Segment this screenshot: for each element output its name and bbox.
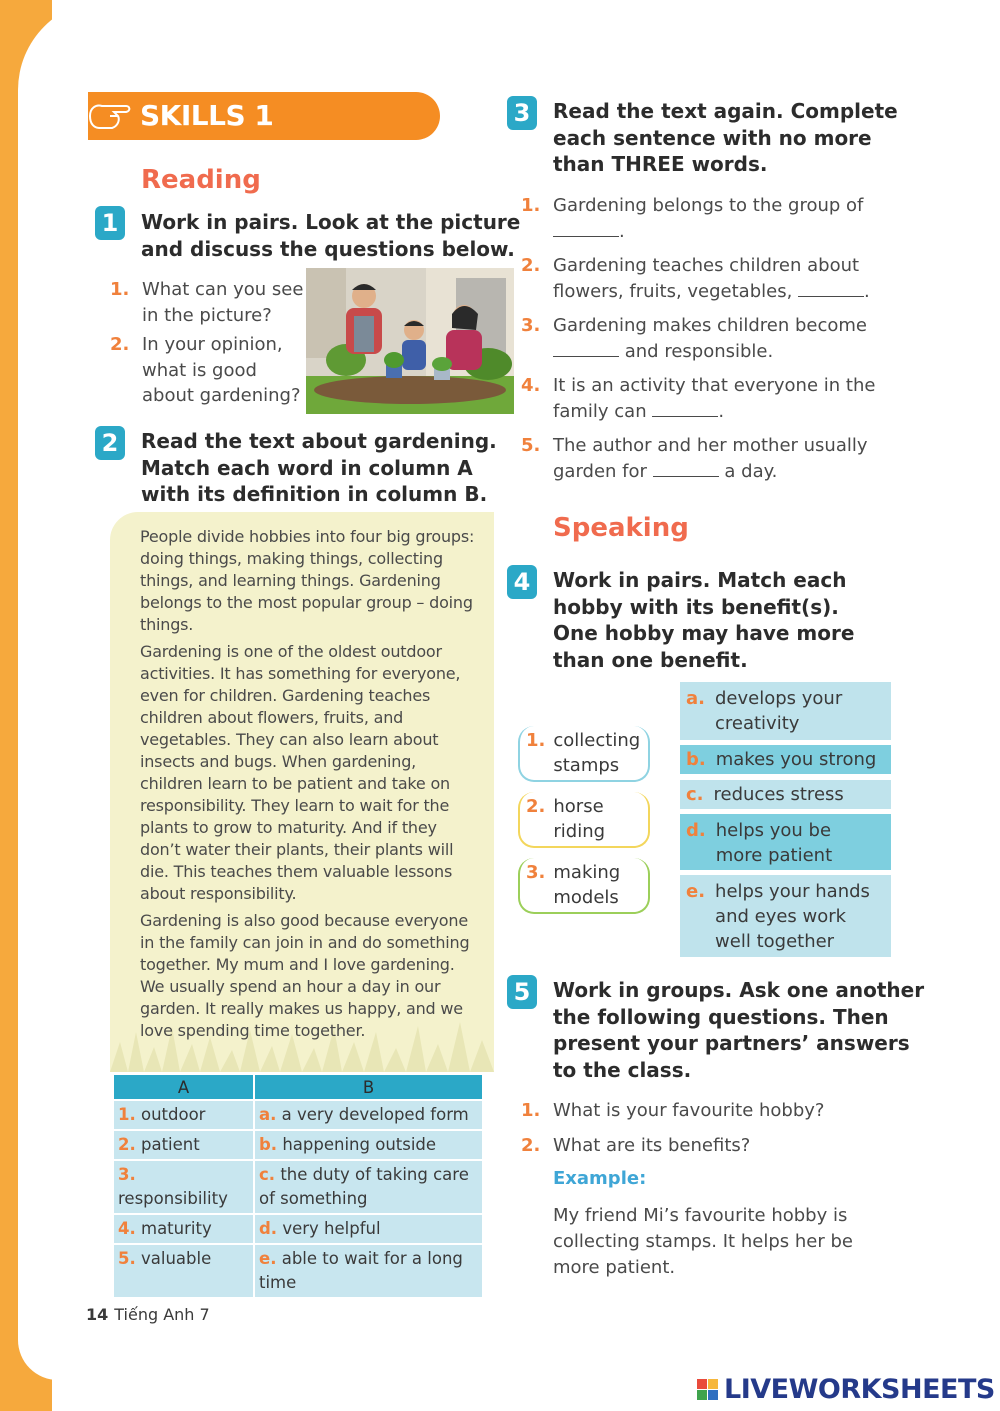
answer-blank[interactable] <box>553 339 619 357</box>
task4-title-line: One hobby may have more <box>553 621 855 645</box>
sentence-text: Gardening makes children become <box>553 315 868 336</box>
task3-title-line: each sentence with no more <box>553 125 872 150</box>
hobby-text: collecting <box>553 730 641 751</box>
benefit-text: creativity <box>714 713 800 734</box>
sentence-text: and responsible. <box>624 340 774 362</box>
table-cell-b <box>254 1214 483 1244</box>
table-cell-b <box>254 1130 483 1160</box>
sentence-text: Gardening teaches children about flowers, fruits, vegetables, <box>553 255 860 302</box>
task5-title-line: the following questions. Then <box>553 1004 889 1029</box>
hobby-number: 2. <box>526 796 546 817</box>
task5-number-badge: 5 <box>507 975 537 1009</box>
row-letter: a. <box>259 1105 277 1124</box>
hobby-text: models <box>553 887 619 908</box>
question-text: about gardening? <box>142 385 301 406</box>
task4-title-line: hobby with its benefit(s). <box>553 594 839 619</box>
task1-title-line: Work in pairs. Look at the picture <box>141 210 521 234</box>
pointing-hand-icon <box>88 100 132 132</box>
list-item <box>521 1098 881 1124</box>
passage-paragraph: Gardening is also good because everyone in the family can join in and do something together. My mum and I love gardening. We usually spend an hour a day in our garden. It really makes us happy, and we love spending time together. <box>140 911 470 1040</box>
sentence-text: Gardening belongs to the group of <box>553 195 864 216</box>
task2-number-badge: 2 <box>95 426 125 460</box>
sentence-number: 2. <box>521 255 541 276</box>
page-number: 14 <box>86 1305 109 1324</box>
benefit-letter: d. <box>686 820 706 841</box>
list-item <box>521 253 876 304</box>
table-cell-a <box>113 1130 254 1160</box>
list-item <box>521 193 876 244</box>
passage-paragraph: Gardening is one of the oldest outdoor activities. It has something for everyone, even for children. Gardening teaches children about flowers, fruits, and vegetables. They can also learn about insects and bugs. When gardening, children learn to be patient and take on responsibility. They learn to wait for the plants to grow to maturity. And if they don’t water their plants, their plants will die. This teaches them valuable lessons about responsibility. <box>140 642 461 903</box>
table-row <box>113 1130 483 1160</box>
task5-title <box>553 977 924 1083</box>
reading-heading: Reading <box>141 165 261 195</box>
table-cell-a <box>113 1244 254 1298</box>
task5-title-line: Work in groups. Ask one another <box>553 978 925 1002</box>
table-cell-b <box>254 1100 483 1130</box>
speaking-heading: Speaking <box>553 513 689 543</box>
benefit-letter: a. <box>686 688 705 709</box>
row-number: 3. <box>118 1165 136 1184</box>
benefit-c[interactable] <box>680 780 891 809</box>
benefit-text: well together <box>715 931 835 952</box>
row-number: 2. <box>118 1135 136 1154</box>
reading-passage <box>140 526 482 1047</box>
task4-title <box>553 567 854 673</box>
row-number: 4. <box>118 1219 136 1238</box>
task1-title <box>141 209 520 262</box>
table-cell-a <box>113 1100 254 1130</box>
list-item <box>110 332 310 409</box>
question-number: 2. <box>521 1134 541 1156</box>
example-label: Example: <box>553 1168 647 1189</box>
table-cell-b <box>254 1244 483 1298</box>
row-number: 1. <box>118 1105 136 1124</box>
definition: the duty of taking care of something <box>259 1165 469 1208</box>
benefit-text: reduces stress <box>713 784 844 805</box>
benefit-d[interactable] <box>680 814 891 870</box>
row-letter: c. <box>259 1165 276 1184</box>
gardening-family-picture <box>306 268 514 414</box>
word: patient <box>141 1135 200 1154</box>
task2-title-line: with its definition in column B. <box>141 482 488 506</box>
benefit-e[interactable] <box>680 875 891 957</box>
table-row <box>113 1100 483 1130</box>
list-item <box>110 277 310 328</box>
table-row <box>113 1214 483 1244</box>
table-row <box>113 1160 483 1214</box>
task2-title-line: Match each word in column A <box>141 455 473 480</box>
question-text: What can you see <box>142 279 304 300</box>
book-title: Tiếng Anh 7 <box>114 1305 210 1324</box>
list-item <box>521 1133 881 1159</box>
hobby-horse-riding[interactable] <box>518 792 650 848</box>
question-text: What are its benefits? <box>553 1134 751 1156</box>
task1-title-line: and discuss the questions below. <box>141 236 515 261</box>
sentence-number: 5. <box>521 435 541 456</box>
hobby-text: stamps <box>553 755 620 776</box>
question-text: in the picture? <box>142 304 272 326</box>
table-row <box>113 1244 483 1298</box>
question-text: what is good <box>142 359 257 381</box>
column-a-header: A <box>113 1074 254 1100</box>
matching-table <box>112 1073 484 1299</box>
benefit-letter: b. <box>686 749 706 770</box>
word: responsibility <box>118 1189 228 1208</box>
task2-title <box>141 428 497 508</box>
answer-blank[interactable] <box>798 279 864 297</box>
definition: a very developed form <box>281 1105 469 1124</box>
sentence-number: 3. <box>521 315 541 336</box>
benefit-b[interactable] <box>680 745 891 774</box>
task5-title-line: to the class. <box>553 1057 692 1082</box>
sentence-number: 1. <box>521 195 541 216</box>
row-letter: b. <box>259 1135 278 1154</box>
task3-title-line: than THREE words. <box>553 152 768 176</box>
sentence-text: . <box>718 400 725 422</box>
task4-number-badge: 4 <box>507 565 537 599</box>
question-number: 2. <box>110 334 130 355</box>
hobby-number: 1. <box>526 730 546 751</box>
hobby-text: riding <box>553 821 606 842</box>
sentence-text: . <box>619 220 625 242</box>
sentence-text: a day. <box>724 460 778 482</box>
answer-blank[interactable] <box>652 399 718 417</box>
task4-title-line: than one benefit. <box>553 647 748 672</box>
hobby-number: 3. <box>526 862 546 883</box>
page-footer <box>86 1305 210 1324</box>
task3-sentences <box>521 193 876 484</box>
page-title: SKILLS 1 <box>140 99 274 132</box>
word: maturity <box>141 1219 212 1238</box>
task3-number-badge: 3 <box>507 96 537 130</box>
task1-number-badge: 1 <box>95 206 125 240</box>
row-letter: e. <box>259 1249 277 1268</box>
benefit-letter: c. <box>686 784 704 805</box>
list-item <box>521 313 876 364</box>
liveworksheets-brand: LIVEWORKSHEETS <box>724 1374 995 1405</box>
benefit-text: helps you be <box>715 820 832 841</box>
task3-title-line: Read the text again. Complete <box>553 99 898 123</box>
definition: very helpful <box>282 1219 381 1238</box>
question-text: What is your favourite hobby? <box>553 1100 825 1121</box>
word: valuable <box>141 1249 212 1268</box>
sentence-text: . <box>864 280 870 302</box>
benefit-text: and eyes work <box>715 906 847 927</box>
benefit-text: more patient <box>715 845 833 866</box>
task4-title-line: Work in pairs. Match each <box>553 568 847 592</box>
benefit-a[interactable] <box>680 682 891 740</box>
question-number: 1. <box>110 279 130 300</box>
list-item <box>521 373 876 424</box>
hobby-collecting-stamps[interactable] <box>518 726 650 782</box>
benefit-text: develops your <box>714 688 843 709</box>
sentence-number: 4. <box>521 375 541 396</box>
hobby-text: making <box>553 862 621 883</box>
task2-title-line: Read the text about gardening. <box>141 429 497 453</box>
row-number: 5. <box>118 1249 136 1268</box>
list-item <box>521 433 876 484</box>
answer-blank[interactable] <box>653 459 719 477</box>
passage-paragraph: People divide hobbies into four big groups: doing things, making things, collecting things, and learning things. Gardening belongs to the most popular group – doing things. <box>140 527 475 634</box>
benefit-letter: e. <box>686 881 706 902</box>
task5-title-line: present your partners’ answers <box>553 1031 910 1055</box>
sentence-text: The author and her mother usually garden for <box>553 435 868 482</box>
column-b-header: B <box>254 1074 483 1100</box>
benefit-text: helps your hands <box>715 881 870 902</box>
table-cell-b <box>254 1160 483 1214</box>
question-number: 1. <box>521 1100 541 1121</box>
hobby-making-models[interactable] <box>518 858 650 914</box>
question-text: In your opinion, <box>142 334 283 355</box>
hobby-text: horse <box>553 796 604 817</box>
definition: able to wait for a long time <box>259 1249 463 1292</box>
table-cell-a <box>113 1160 254 1214</box>
task5-questions <box>521 1098 881 1158</box>
answer-blank[interactable] <box>553 219 619 237</box>
example-text: My friend Mi’s favourite hobby is collecting stamps. It helps her be more patient. <box>553 1205 853 1278</box>
word: outdoor <box>141 1105 206 1124</box>
task1-questions <box>110 277 310 409</box>
table-cell-a <box>113 1214 254 1244</box>
definition: happening outside <box>282 1135 437 1154</box>
sentence-text: It is an activity that everyone in the family can <box>553 375 876 422</box>
benefit-text: makes you strong <box>715 749 877 770</box>
task3-title <box>553 98 898 178</box>
row-letter: d. <box>259 1219 278 1238</box>
